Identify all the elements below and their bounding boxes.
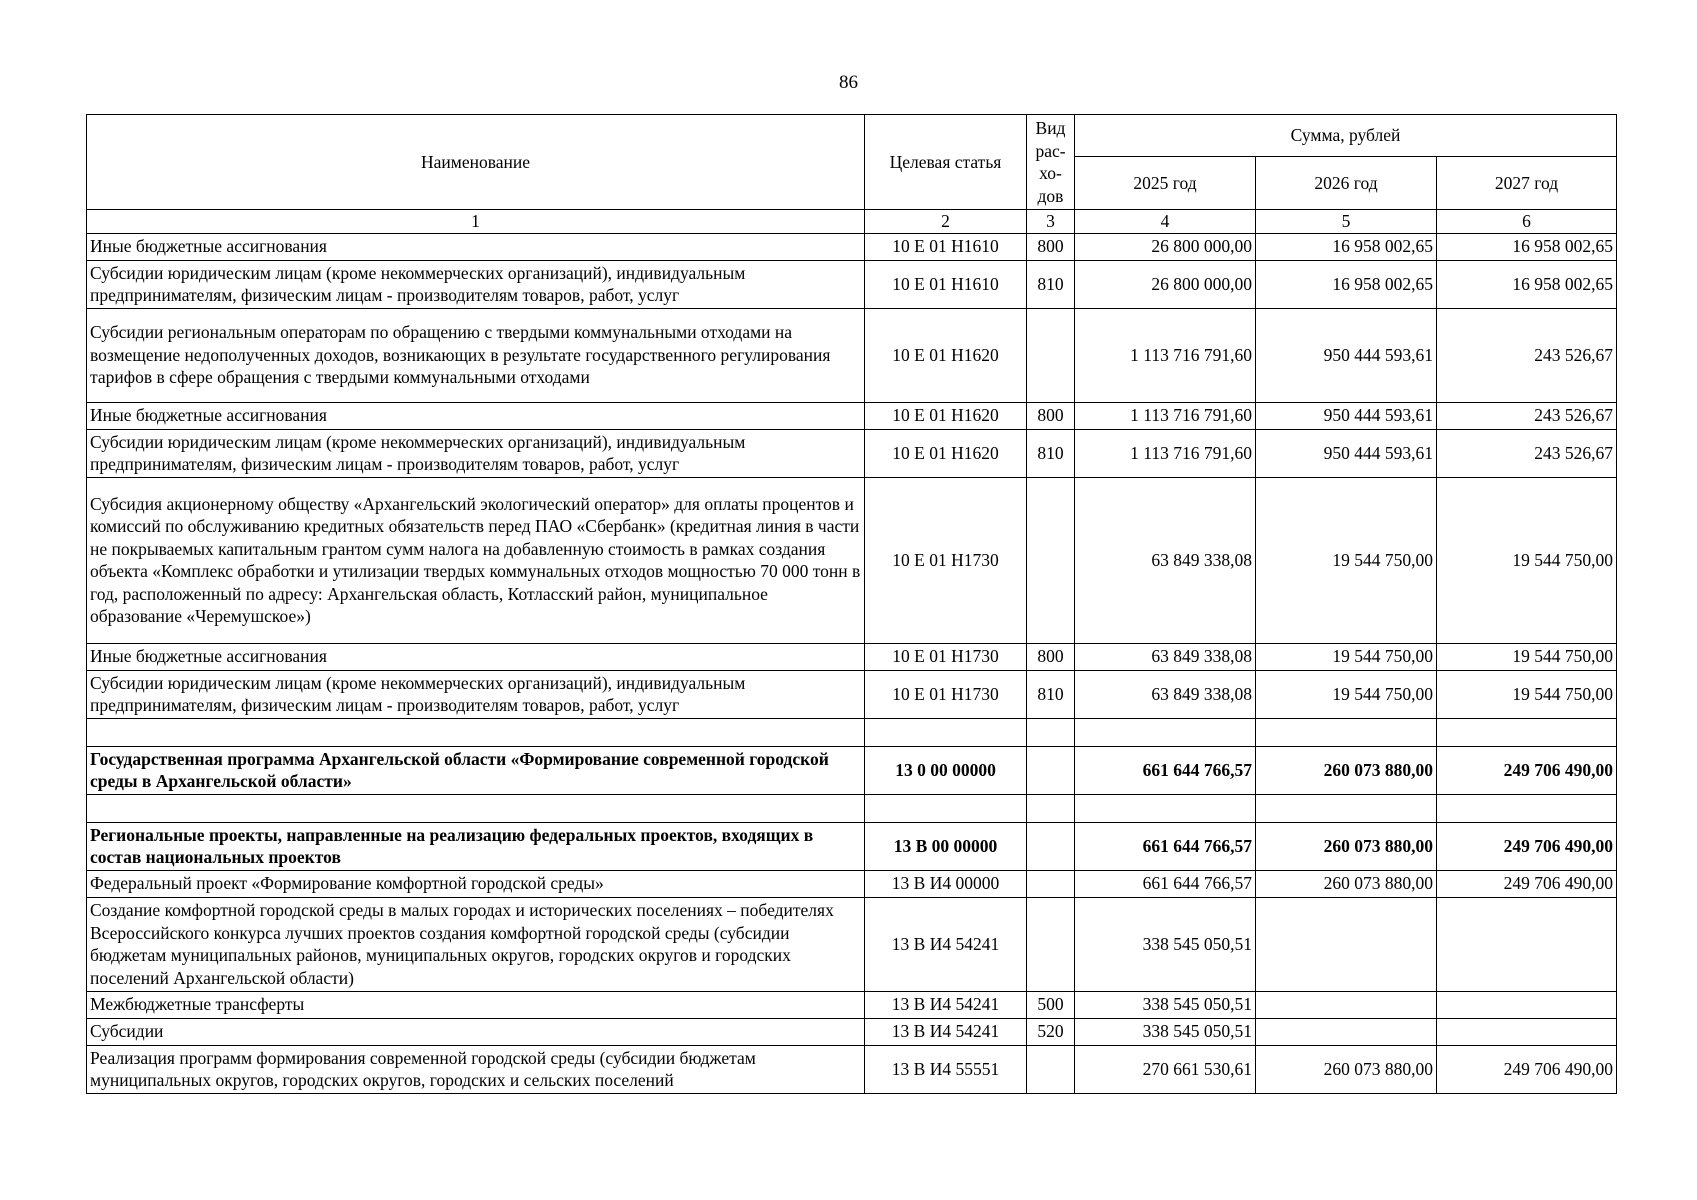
column-number: 1 <box>87 210 865 234</box>
row-2026: 260 073 880,00 <box>1256 870 1437 897</box>
header-2025: 2025 год <box>1075 157 1256 210</box>
row-code: 13 В И4 00000 <box>865 870 1027 897</box>
row-2025: 26 800 000,00 <box>1075 260 1256 308</box>
table-row <box>87 1018 1617 1045</box>
row-name: Иные бюджетные ассигнования <box>87 233 865 260</box>
row-2027: 249 706 490,00 <box>1437 746 1617 794</box>
row-2026: 260 073 880,00 <box>1256 1045 1437 1093</box>
column-number: 3 <box>1027 210 1075 234</box>
row-name: Реализация программ формирования современной городской среды (субсидии бюджетам муниципальных округов, городских округов, городских и сельских поселений <box>87 1045 865 1093</box>
row-code: 10 Е 01 Н1610 <box>865 260 1027 308</box>
row-code: 10 Е 01 Н1620 <box>865 308 1027 402</box>
row-2026: 19 544 750,00 <box>1256 477 1437 643</box>
row-2027 <box>1437 1018 1617 1045</box>
table-row <box>87 897 1617 991</box>
spacer-row <box>87 718 1617 746</box>
row-2026: 16 958 002,65 <box>1256 233 1437 260</box>
row-2025: 1 113 716 791,60 <box>1075 402 1256 429</box>
row-code: 13 В 00 00000 <box>865 822 1027 870</box>
budget-table <box>86 114 1617 1094</box>
row-code: 13 В И4 55551 <box>865 1045 1027 1093</box>
row-name: Иные бюджетные ассигнования <box>87 402 865 429</box>
row-code: 10 Е 01 Н1730 <box>865 670 1027 718</box>
row-name: Субсидии юридическим лицам (кроме некоммерческих организаций), индивидуальным предпринимателям, физическим лицам - производителям товаров, работ, услуг <box>87 260 865 308</box>
row-name: Государственная программа Архангельской области «Формирование современной городской среды в Архангельской области» <box>87 746 865 794</box>
table-row <box>87 477 1617 643</box>
column-number-row <box>87 210 1617 234</box>
row-name: Создание комфортной городской среды в малых городах и исторических поселениях – победителях Всероссийского конкурса лучших проектов создания комфортной городской среды (субсидии бюджетам муниципальных районов, муниципальных округов, городских округов и городских поселений Архангельской области) <box>87 897 865 991</box>
row-2025: 1 113 716 791,60 <box>1075 308 1256 402</box>
row-2025: 26 800 000,00 <box>1075 233 1256 260</box>
row-code: 10 Е 01 Н1610 <box>865 233 1027 260</box>
row-2025: 338 545 050,51 <box>1075 1018 1256 1045</box>
row-2026: 260 073 880,00 <box>1256 746 1437 794</box>
row-2026 <box>1256 991 1437 1018</box>
row-2027 <box>1437 991 1617 1018</box>
row-2027: 243 526,67 <box>1437 429 1617 477</box>
table-row <box>87 991 1617 1018</box>
row-2026: 260 073 880,00 <box>1256 822 1437 870</box>
row-name: Субсидии юридическим лицам (кроме некоммерческих организаций), индивидуальным предпринимателям, физическим лицам - производителям товаров, работ, услуг <box>87 429 865 477</box>
row-vid <box>1027 870 1075 897</box>
header-target: Целевая статья <box>865 115 1027 210</box>
header-sum: Сумма, рублей <box>1075 115 1617 157</box>
row-code: 13 В И4 54241 <box>865 991 1027 1018</box>
column-number: 2 <box>865 210 1027 234</box>
table-row <box>87 870 1617 897</box>
row-2027: 243 526,67 <box>1437 402 1617 429</box>
row-vid: 520 <box>1027 1018 1075 1045</box>
row-vid: 800 <box>1027 233 1075 260</box>
header-name: Наименование <box>87 115 865 210</box>
table-row <box>87 402 1617 429</box>
row-vid: 800 <box>1027 402 1075 429</box>
row-2026: 19 544 750,00 <box>1256 643 1437 670</box>
row-2027 <box>1437 897 1617 991</box>
row-vid: 810 <box>1027 429 1075 477</box>
row-2026: 950 444 593,61 <box>1256 308 1437 402</box>
row-vid <box>1027 477 1075 643</box>
row-code: 10 Е 01 Н1730 <box>865 477 1027 643</box>
row-code: 10 Е 01 Н1620 <box>865 402 1027 429</box>
row-code: 13 В И4 54241 <box>865 1018 1027 1045</box>
column-number: 5 <box>1256 210 1437 234</box>
row-vid <box>1027 308 1075 402</box>
row-2025: 661 644 766,57 <box>1075 822 1256 870</box>
table-row <box>87 260 1617 308</box>
table-row <box>87 308 1617 402</box>
header-2027: 2027 год <box>1437 157 1617 210</box>
header-vid: Вид рас-хо-дов <box>1027 115 1075 210</box>
row-name: Иные бюджетные ассигнования <box>87 643 865 670</box>
row-2026 <box>1256 897 1437 991</box>
row-vid: 810 <box>1027 670 1075 718</box>
table-row <box>87 670 1617 718</box>
row-2027: 19 544 750,00 <box>1437 670 1617 718</box>
row-2027: 243 526,67 <box>1437 308 1617 402</box>
row-2027: 19 544 750,00 <box>1437 643 1617 670</box>
table-row <box>87 233 1617 260</box>
row-code: 13 0 00 00000 <box>865 746 1027 794</box>
spacer-row <box>87 794 1617 822</box>
row-2027: 249 706 490,00 <box>1437 870 1617 897</box>
header-2026: 2026 год <box>1256 157 1437 210</box>
row-vid <box>1027 897 1075 991</box>
table-row <box>87 643 1617 670</box>
table-row <box>87 822 1617 870</box>
row-name: Субсидии <box>87 1018 865 1045</box>
row-name: Субсидии региональным операторам по обращению с твердыми коммунальными отходами на возмещение недополученных доходов, возникающих в результате государственного регулирования тарифов в сфере обращения с твердыми коммунальными отходами <box>87 308 865 402</box>
row-code: 13 В И4 54241 <box>865 897 1027 991</box>
row-2026: 19 544 750,00 <box>1256 670 1437 718</box>
row-code: 10 Е 01 Н1620 <box>865 429 1027 477</box>
row-2025: 1 113 716 791,60 <box>1075 429 1256 477</box>
row-vid <box>1027 1045 1075 1093</box>
row-vid: 500 <box>1027 991 1075 1018</box>
row-name: Региональные проекты, направленные на реализацию федеральных проектов, входящих в состав национальных проектов <box>87 822 865 870</box>
table-row <box>87 429 1617 477</box>
row-2025: 63 849 338,08 <box>1075 643 1256 670</box>
row-name: Субсидия акционерному обществу «Архангельский экологический оператор» для оплаты процентов и комиссий по обслуживанию кредитных обязательств перед ПАО «Сбербанк» (кредитная линия в части не покрываемых капитальным грантом сумм налога на добавленную стоимость в рамках создания объекта «Комплекс обработки и утилизации твердых коммунальных отходов мощностью 70 000 тонн в год, расположенный по адресу: Архангельская область, Котласский район, муниципальное образование «Черемушское») <box>87 477 865 643</box>
table-row <box>87 746 1617 794</box>
row-name: Федеральный проект «Формирование комфортной городской среды» <box>87 870 865 897</box>
row-2025: 63 849 338,08 <box>1075 670 1256 718</box>
row-vid <box>1027 822 1075 870</box>
row-2027: 16 958 002,65 <box>1437 260 1617 308</box>
row-2025: 338 545 050,51 <box>1075 991 1256 1018</box>
row-2025: 661 644 766,57 <box>1075 746 1256 794</box>
row-2026: 950 444 593,61 <box>1256 429 1437 477</box>
row-2025: 338 545 050,51 <box>1075 897 1256 991</box>
row-2025: 270 661 530,61 <box>1075 1045 1256 1093</box>
row-2027: 16 958 002,65 <box>1437 233 1617 260</box>
row-2027: 19 544 750,00 <box>1437 477 1617 643</box>
row-name: Межбюджетные трансферты <box>87 991 865 1018</box>
row-vid: 800 <box>1027 643 1075 670</box>
column-number: 4 <box>1075 210 1256 234</box>
row-2026 <box>1256 1018 1437 1045</box>
row-2027: 249 706 490,00 <box>1437 822 1617 870</box>
row-code: 10 Е 01 Н1730 <box>865 643 1027 670</box>
row-2025: 661 644 766,57 <box>1075 870 1256 897</box>
row-2025: 63 849 338,08 <box>1075 477 1256 643</box>
row-vid <box>1027 746 1075 794</box>
row-name: Субсидии юридическим лицам (кроме некоммерческих организаций), индивидуальным предпринимателям, физическим лицам - производителям товаров, работ, услуг <box>87 670 865 718</box>
row-2027: 249 706 490,00 <box>1437 1045 1617 1093</box>
row-2026: 16 958 002,65 <box>1256 260 1437 308</box>
table-row <box>87 1045 1617 1093</box>
row-2026: 950 444 593,61 <box>1256 402 1437 429</box>
page-number: 86 <box>839 72 858 93</box>
column-number: 6 <box>1437 210 1617 234</box>
row-vid: 810 <box>1027 260 1075 308</box>
